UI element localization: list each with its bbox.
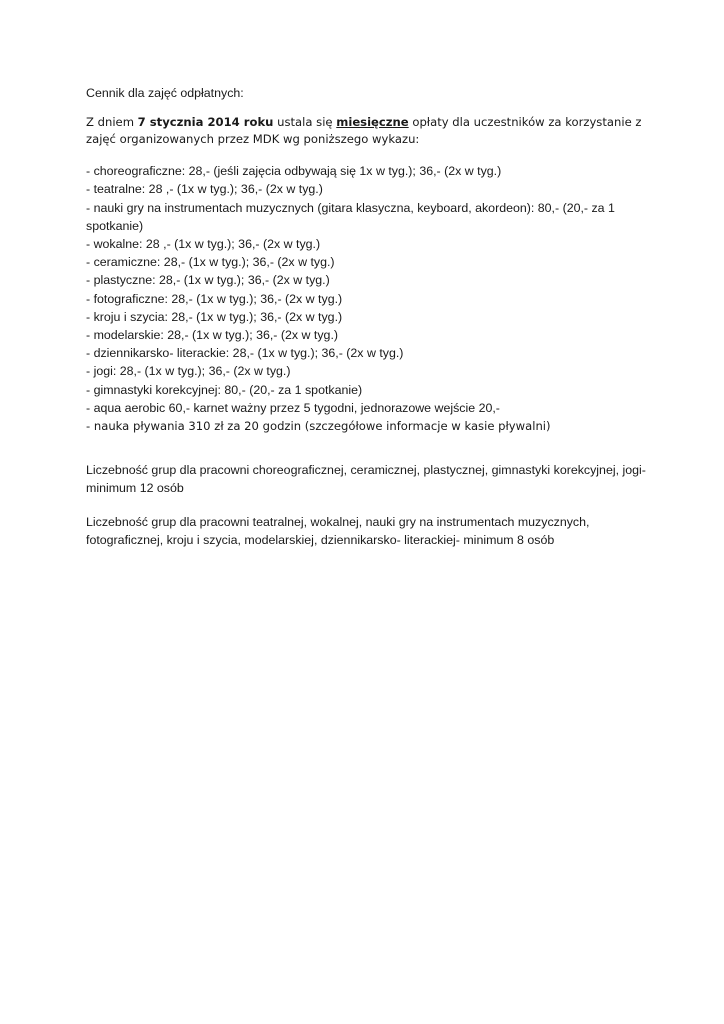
fee-item-swimming: - nauka pływania 310 zł za 20 godzin (szczegółowe informacje w kasie pływalni)	[86, 419, 551, 434]
intro-text-middle: ustala się	[273, 115, 337, 130]
fee-item-journalism: - dziennikarsko- literackie: 28,- (1x w tyg.); 36,- (2x w tyg.)	[86, 346, 404, 361]
fee-item-art: - plastyczne: 28,- (1x w tyg.); 36,- (2x w tyg.)	[86, 273, 330, 288]
intro-paragraph	[86, 114, 646, 148]
fee-item-photography: - fotograficzne: 28,- (1x w tyg.); 36,- (2x w tyg.)	[86, 291, 343, 306]
fee-item-ceramics: - ceramiczne: 28,- (1x w tyg.); 36,- (2x w tyg.)	[86, 255, 335, 270]
fee-item-vocal: - wokalne: 28 ,- (1x w tyg.); 36,- (2x w tyg.)	[86, 237, 321, 252]
intro-text-end: opłaty dla uczestników za korzystanie z zajęć organizowanych przez MDK wg poniższego wykazu:	[86, 115, 642, 147]
fee-item-yoga: - jogi: 28,- (1x w tyg.); 36,- (2x w tyg.)	[86, 364, 291, 379]
fee-item-aqua-aerobic: - aqua aerobic 60,- karnet ważny przez 5 tygodni, jednorazowe wejście 20,-	[86, 400, 500, 415]
fee-list	[86, 162, 646, 435]
document-body	[86, 84, 646, 549]
group-size-note-12: Liczebność grup dla pracowni choreograficznej, ceramicznej, plastycznej, gimnastyki korekcyjnej, jogi- minimum 12 osób	[86, 463, 646, 496]
fee-item-theatre: - teatralne: 28 ,- (1x w tyg.); 36,- (2x w tyg.)	[86, 182, 323, 197]
fee-item-instruments: - nauki gry na instrumentach muzycznych (gitara klasyczna, keyboard, akordeon): 80,- (20,- za 1 spotkanie)	[86, 200, 615, 233]
fee-item-choreography: - choreograficzne: 28,- (jeśli zajęcia odbywają się 1x w tyg.); 36,- (2x w tyg.)	[86, 164, 502, 179]
monthly-emphasis: miesięczne	[336, 115, 409, 130]
effective-date: 7 stycznia 2014 roku	[137, 115, 274, 130]
fee-item-modelling: - modelarskie: 28,- (1x w tyg.); 36,- (2x w tyg.)	[86, 328, 339, 343]
price-list-heading: Cennik dla zajęć odpłatnych:	[86, 86, 244, 100]
fee-item-sewing: - kroju i szycia: 28,- (1x w tyg.); 36,- (2x w tyg.)	[86, 309, 343, 324]
intro-text-start: Z dniem	[86, 115, 138, 130]
fee-item-corrective-gymnastics: - gimnastyki korekcyjnej: 80,- (20,- za 1 spotkanie)	[86, 382, 363, 397]
group-size-note-8: Liczebność grup dla pracowni teatralnej, wokalnej, nauki gry na instrumentach muzycznych, fotograficznej, kroju i szycia, modelarskiej, dziennikarsko- literackiej- minimum 8 osób	[86, 514, 590, 547]
